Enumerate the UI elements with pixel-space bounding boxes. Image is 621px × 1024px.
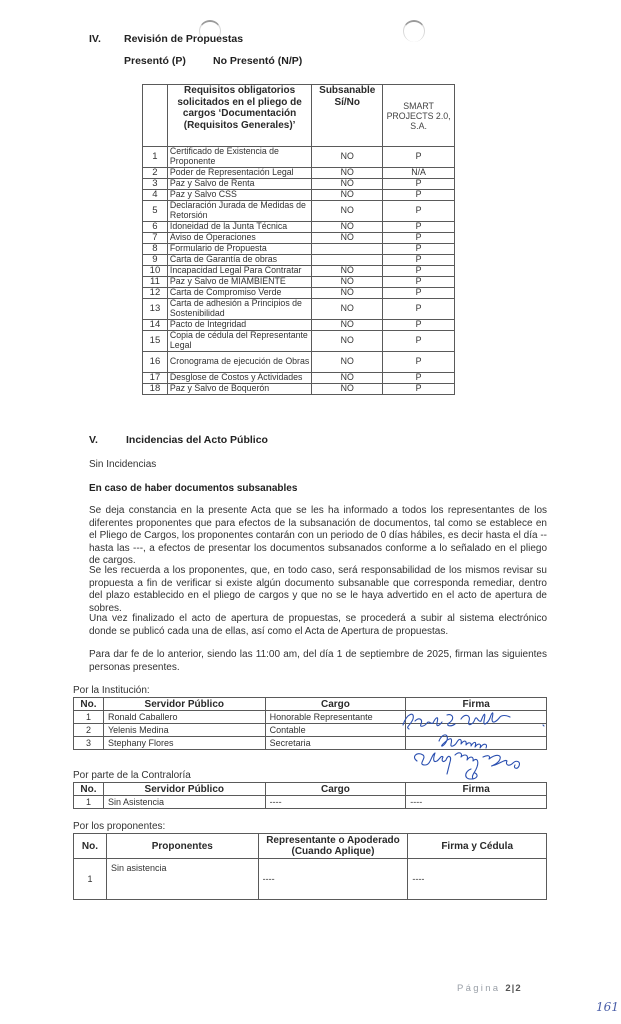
requirement-number: 6 [143, 222, 168, 233]
proponents-label: Por los proponentes: [73, 821, 166, 832]
table-row [74, 859, 547, 900]
header-no: No. [74, 783, 104, 796]
requirement-status: P [383, 233, 455, 244]
section-v-title: Incidencias del Acto Público [126, 434, 268, 446]
requirement-number: 15 [143, 331, 168, 352]
requirement-subsanable: NO [312, 373, 383, 384]
header-firma-cedula: Firma y Cédula [408, 834, 547, 859]
requirement-row [143, 190, 455, 201]
page-total: 2 [515, 983, 522, 994]
header-requirement: Requisitos obligatorios solicitados en el pliego de cargos ‘Documentación (Requisitos Generales)’ [167, 85, 311, 147]
requirement-row [143, 331, 455, 352]
header-cargo: Cargo [265, 698, 406, 711]
section-iv-title: Revisión de Propuestas [124, 33, 244, 45]
table-row [74, 711, 547, 724]
header-servidor: Servidor Público [103, 698, 265, 711]
requirement-subsanable [312, 244, 383, 255]
requirement-name: Certificado de Existencia de Proponente [167, 147, 311, 168]
requirement-name: Carta de Compromiso Verde [167, 288, 311, 299]
requirements-table [142, 84, 455, 395]
legend-not-presented: No Presentó (N/P) [213, 55, 303, 67]
requirement-row [143, 352, 455, 373]
requirement-status: P [383, 277, 455, 288]
requirement-row [143, 266, 455, 277]
row-name: Sin Asistencia [103, 796, 265, 809]
requirement-row [143, 233, 455, 244]
requirement-subsanable [312, 255, 383, 266]
incidents-text: Sin Incidencias [89, 459, 157, 470]
requirement-name: Carta de Garantía de obras [167, 255, 311, 266]
paragraph-subsanacion: Se deja constancia en la presente Acta que se les ha informado a todos los representantes de los diferentes proponentes que para efectos de la subsanación de documentos, tal como se establece en el Pliego de Cargos, los proponentes contarán con un periodo de 0 días hábiles, es decir hasta el día -- hasta las ---, a efectos de presentar los documentos subsanados conforme a lo señalado en el pliego de cargos. [89, 505, 547, 567]
requirement-row [143, 201, 455, 222]
requirement-name: Carta de adhesión a Principios de Sostenibilidad [167, 299, 311, 320]
requirement-number: 2 [143, 168, 168, 179]
requirement-row [143, 299, 455, 320]
requirement-subsanable: NO [312, 147, 383, 168]
requirement-number: 3 [143, 179, 168, 190]
requirement-subsanable: NO [312, 320, 383, 331]
requirement-subsanable: NO [312, 331, 383, 352]
requirement-number: 17 [143, 373, 168, 384]
requirement-status: P [383, 288, 455, 299]
proponents-signatures-table [73, 833, 547, 900]
requirement-subsanable: NO [312, 352, 383, 373]
row-no: 1 [74, 796, 104, 809]
requirement-name: Paz y Salvo de Boquerón [167, 384, 311, 395]
requirement-row [143, 244, 455, 255]
requirement-status: P [383, 255, 455, 266]
requirement-number: 1 [143, 147, 168, 168]
requirement-name: Desglose de Costos y Actividades [167, 373, 311, 384]
requirement-subsanable: NO [312, 233, 383, 244]
row-no: 1 [74, 711, 104, 724]
requirement-row [143, 168, 455, 179]
legend-presented: Presentó (P) [124, 55, 186, 67]
institution-signatures-table [73, 697, 547, 750]
row-role: Contable [265, 724, 406, 737]
requirement-number: 10 [143, 266, 168, 277]
table-row [74, 796, 547, 809]
paragraph-publicacion: Una vez finalizado el acto de apertura de propuestas, se procederá a subir al sistema electrónico donde se publicó cada una de ellas, así como el Acta de Apertura de propuestas. [89, 613, 547, 637]
table-row [74, 737, 547, 750]
requirement-subsanable: NO [312, 277, 383, 288]
requirement-number: 4 [143, 190, 168, 201]
requirement-status: P [383, 352, 455, 373]
requirement-status: P [383, 190, 455, 201]
requirement-status: P [383, 373, 455, 384]
requirement-row [143, 277, 455, 288]
requirement-subsanable: NO [312, 222, 383, 233]
requirement-number: 5 [143, 201, 168, 222]
row-no: 3 [74, 737, 104, 750]
header-firma: Firma [406, 783, 547, 796]
row-role: Secretaria [265, 737, 406, 750]
header-no: No. [74, 698, 104, 711]
requirement-name: Paz y Salvo de MIAMBIENTE [167, 277, 311, 288]
requirement-name: Aviso de Operaciones [167, 233, 311, 244]
requirement-subsanable: NO [312, 168, 383, 179]
row-name: Sin asistencia [106, 859, 258, 900]
requirement-name: Formulario de Propuesta [167, 244, 311, 255]
row-signature-cell [406, 724, 547, 737]
header-firma: Firma [406, 698, 547, 711]
header-servidor: Servidor Público [103, 783, 265, 796]
requirement-row [143, 222, 455, 233]
requirement-status: P [383, 244, 455, 255]
requirement-status: P [383, 320, 455, 331]
row-role: ---- [265, 796, 406, 809]
requirement-subsanable: NO [312, 201, 383, 222]
requirement-name: Incapacidad Legal Para Contratar [167, 266, 311, 277]
requirement-subsanable: NO [312, 190, 383, 201]
header-no: No. [74, 834, 107, 859]
requirement-subsanable: NO [312, 179, 383, 190]
requirement-number: 9 [143, 255, 168, 266]
header-cargo: Cargo [265, 783, 406, 796]
paragraph-fe: Para dar fe de lo anterior, siendo las 11:00 am, del día 1 de septiembre de 2025, firman las siguientes personas presentes. [89, 649, 547, 673]
requirement-row [143, 179, 455, 190]
requirement-number: 13 [143, 299, 168, 320]
section-v-number: V. [89, 434, 98, 446]
section-iv-number: IV. [89, 33, 101, 45]
requirement-name: Declaración Jurada de Medidas de Retorsión [167, 201, 311, 222]
requirement-subsanable: NO [312, 288, 383, 299]
requirement-subsanable: NO [312, 299, 383, 320]
table-row [74, 724, 547, 737]
handwritten-folio: 161 [596, 1000, 619, 1014]
header-company: SMART PROJECTS 2.0, S.A. [383, 85, 455, 147]
requirement-number: 8 [143, 244, 168, 255]
contraloria-label: Por parte de la Contraloría [73, 770, 191, 781]
requirement-row [143, 147, 455, 168]
row-name: Ronald Caballero [103, 711, 265, 724]
requirement-number: 14 [143, 320, 168, 331]
requirement-subsanable: NO [312, 266, 383, 277]
header-number [143, 85, 168, 147]
requirement-name: Poder de Representación Legal [167, 168, 311, 179]
requirement-name: Copia de cédula del Representante Legal [167, 331, 311, 352]
page-separator: | [511, 983, 516, 994]
requirement-number: 11 [143, 277, 168, 288]
requirement-row [143, 373, 455, 384]
requirement-row [143, 384, 455, 395]
requirement-status: P [383, 266, 455, 277]
requirement-row [143, 320, 455, 331]
header-proponentes: Proponentes [106, 834, 258, 859]
requirement-status: P [383, 147, 455, 168]
institution-label: Por la Institución: [73, 685, 150, 696]
page-current: 2 [505, 983, 512, 994]
header-representante: Representante o Apoderado (Cuando Aplique) [258, 834, 408, 859]
page-number [457, 983, 522, 994]
page-label: Página [457, 983, 501, 994]
binder-hole-mark [403, 20, 425, 42]
row-signature: ---- [408, 859, 547, 900]
requirement-row [143, 255, 455, 266]
row-signature: ---- [406, 796, 547, 809]
row-role: Honorable Representante [265, 711, 406, 724]
requirement-row [143, 288, 455, 299]
contraloria-signatures-table [73, 782, 547, 809]
requirement-name: Idoneidad de la Junta Técnica [167, 222, 311, 233]
row-no: 2 [74, 724, 104, 737]
requirement-name: Cronograma de ejecución de Obras [167, 352, 311, 373]
requirement-status: P [383, 384, 455, 395]
requirements-header-row [143, 85, 455, 147]
subsanable-heading: En caso de haber documentos subsanables [89, 483, 298, 494]
signature-stephany-flores [415, 753, 520, 779]
requirement-status: P [383, 331, 455, 352]
requirement-number: 16 [143, 352, 168, 373]
paragraph-recordatorio: Se les recuerda a los proponentes, que, en todo caso, será responsabilidad de los mismos revisar su propuesta a fin de verificar si existe algún documento subsanable que corresponda remediar, dentro del plazo establecido en el pliego de cargos y que no se le haya advertido en el acto de apertura de sobres. [89, 565, 547, 614]
header-subsanable: Subsanable Sí/No [312, 85, 383, 147]
requirement-number: 12 [143, 288, 168, 299]
requirement-name: Paz y Salvo de Renta [167, 179, 311, 190]
requirement-name: Paz y Salvo CSS [167, 190, 311, 201]
row-no: 1 [74, 859, 107, 900]
requirement-number: 18 [143, 384, 168, 395]
row-name: Stephany Flores [103, 737, 265, 750]
requirement-status: P [383, 179, 455, 190]
row-signature-cell [406, 737, 547, 750]
requirement-number: 7 [143, 233, 168, 244]
requirement-status: P [383, 201, 455, 222]
row-representative: ---- [258, 859, 408, 900]
requirement-status: N/A [383, 168, 455, 179]
requirement-status: P [383, 222, 455, 233]
requirement-subsanable: NO [312, 384, 383, 395]
row-signature-cell [406, 711, 547, 724]
row-name: Yelenis Medina [103, 724, 265, 737]
requirement-status: P [383, 299, 455, 320]
requirement-name: Pacto de Integridad [167, 320, 311, 331]
